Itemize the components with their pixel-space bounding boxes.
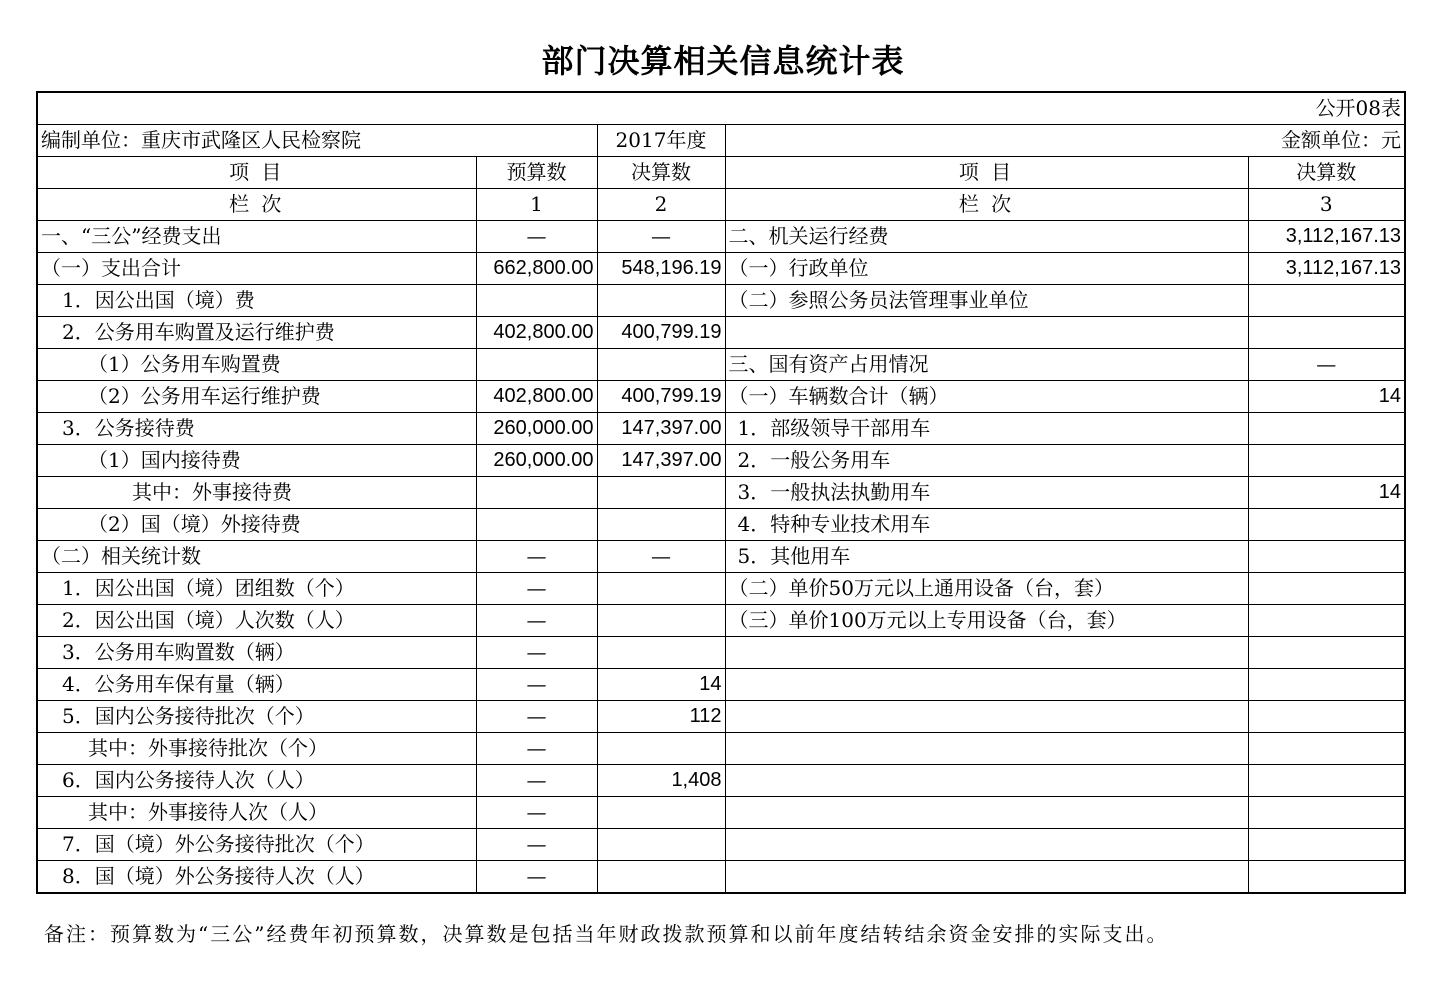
right-final-value bbox=[1248, 573, 1405, 605]
right-item-label bbox=[725, 829, 1248, 861]
right-final-value bbox=[1248, 829, 1405, 861]
left-item-label: （2）国（境）外接待费 bbox=[37, 509, 476, 541]
left-item-label: 8．国（境）外公务接待人次（人） bbox=[37, 861, 476, 894]
header-budget: 预算数 bbox=[476, 157, 597, 189]
right-final-value bbox=[1248, 637, 1405, 669]
statistics-table bbox=[36, 91, 1406, 894]
table-row bbox=[37, 477, 1405, 509]
left-item-label: （1）公务用车购置费 bbox=[37, 349, 476, 381]
header-final: 决算数 bbox=[597, 157, 725, 189]
left-item-label: 其中：外事接待费 bbox=[37, 477, 476, 509]
table-row bbox=[37, 765, 1405, 797]
right-final-value bbox=[1248, 285, 1405, 317]
budget-value bbox=[476, 285, 597, 317]
unit-label: 编制单位：重庆市武隆区人民检察院 bbox=[37, 125, 597, 157]
budget-value: 402,800.00 bbox=[476, 381, 597, 413]
final-value: — bbox=[597, 221, 725, 253]
budget-value: — bbox=[476, 573, 597, 605]
budget-value: 260,000.00 bbox=[476, 445, 597, 477]
right-item-label bbox=[725, 637, 1248, 669]
col-index-2: 2 bbox=[597, 189, 725, 221]
final-value: 112 bbox=[597, 701, 725, 733]
left-item-label: 1．因公出国（境）团组数（个） bbox=[37, 573, 476, 605]
final-value bbox=[597, 573, 725, 605]
final-value: 400,799.19 bbox=[597, 317, 725, 349]
table-row bbox=[37, 861, 1405, 894]
final-value bbox=[597, 477, 725, 509]
left-item-label: 2．因公出国（境）人次数（人） bbox=[37, 605, 476, 637]
header-left-item: 项 目 bbox=[37, 157, 476, 189]
right-final-value: 14 bbox=[1248, 477, 1405, 509]
left-item-label: 2．公务用车购置及运行维护费 bbox=[37, 317, 476, 349]
col-index-3: 3 bbox=[1248, 189, 1405, 221]
right-final-value bbox=[1248, 765, 1405, 797]
left-item-label: 3．公务用车购置数（辆） bbox=[37, 637, 476, 669]
table-row bbox=[37, 733, 1405, 765]
right-item-label: 三、国有资产占用情况 bbox=[725, 349, 1248, 381]
year-label: 2017年度 bbox=[597, 125, 725, 157]
amount-unit-label: 金额单位：元 bbox=[725, 125, 1405, 157]
left-item-label: 其中：外事接待人次（人） bbox=[37, 797, 476, 829]
right-final-value bbox=[1248, 669, 1405, 701]
final-value bbox=[597, 733, 725, 765]
budget-value: — bbox=[476, 861, 597, 894]
right-item-label bbox=[725, 861, 1248, 894]
right-item-label: 5．其他用车 bbox=[725, 541, 1248, 573]
budget-value: — bbox=[476, 733, 597, 765]
budget-value: — bbox=[476, 669, 597, 701]
right-item-label: （一）行政单位 bbox=[725, 253, 1248, 285]
right-final-value: 14 bbox=[1248, 381, 1405, 413]
right-item-label bbox=[725, 669, 1248, 701]
right-final-value bbox=[1248, 701, 1405, 733]
right-item-label: 二、机关运行经费 bbox=[725, 221, 1248, 253]
table-row bbox=[37, 829, 1405, 861]
table-row bbox=[37, 605, 1405, 637]
budget-value: — bbox=[476, 765, 597, 797]
form-number-row bbox=[37, 92, 1405, 125]
right-item-label: 4．特种专业技术用车 bbox=[725, 509, 1248, 541]
final-value: 147,397.00 bbox=[597, 413, 725, 445]
final-value: 1,408 bbox=[597, 765, 725, 797]
table-row bbox=[37, 285, 1405, 317]
left-item-label: 一、“三公”经费支出 bbox=[37, 221, 476, 253]
budget-value: — bbox=[476, 221, 597, 253]
final-value bbox=[597, 637, 725, 669]
table-row bbox=[37, 445, 1405, 477]
right-item-label: （二）单价50万元以上通用设备（台，套） bbox=[725, 573, 1248, 605]
budget-value: — bbox=[476, 605, 597, 637]
right-final-value bbox=[1248, 413, 1405, 445]
right-final-value: 3,112,167.13 bbox=[1248, 221, 1405, 253]
left-item-label: 5．国内公务接待批次（个） bbox=[37, 701, 476, 733]
table-row bbox=[37, 381, 1405, 413]
right-final-value bbox=[1248, 541, 1405, 573]
left-item-label: （一）支出合计 bbox=[37, 253, 476, 285]
final-value: 548,196.19 bbox=[597, 253, 725, 285]
right-final-value bbox=[1248, 797, 1405, 829]
table-row bbox=[37, 573, 1405, 605]
budget-value: — bbox=[476, 797, 597, 829]
budget-value: — bbox=[476, 637, 597, 669]
right-item-label: （一）车辆数合计（辆） bbox=[725, 381, 1248, 413]
right-item-label: 2．一般公务用车 bbox=[725, 445, 1248, 477]
right-final-value bbox=[1248, 317, 1405, 349]
final-value: 147,397.00 bbox=[597, 445, 725, 477]
col-label-right: 栏 次 bbox=[725, 189, 1248, 221]
column-index-row bbox=[37, 189, 1405, 221]
left-item-label: 6．国内公务接待人次（人） bbox=[37, 765, 476, 797]
table-row bbox=[37, 797, 1405, 829]
final-value bbox=[597, 285, 725, 317]
table-row bbox=[37, 701, 1405, 733]
final-value: 400,799.19 bbox=[597, 381, 725, 413]
table-row bbox=[37, 253, 1405, 285]
right-item-label bbox=[725, 317, 1248, 349]
budget-value bbox=[476, 509, 597, 541]
right-final-value: — bbox=[1248, 349, 1405, 381]
final-value: 14 bbox=[597, 669, 725, 701]
table-row bbox=[37, 541, 1405, 573]
header-row bbox=[37, 157, 1405, 189]
page-title: 部门决算相关信息统计表 bbox=[541, 42, 905, 80]
budget-value bbox=[476, 349, 597, 381]
table-row bbox=[37, 509, 1405, 541]
header-right-item: 项 目 bbox=[725, 157, 1248, 189]
right-final-value bbox=[1248, 605, 1405, 637]
right-final-value bbox=[1248, 445, 1405, 477]
right-item-label bbox=[725, 797, 1248, 829]
budget-value: — bbox=[476, 829, 597, 861]
left-item-label: 7．国（境）外公务接待批次（个） bbox=[37, 829, 476, 861]
right-item-label: 1．部级领导干部用车 bbox=[725, 413, 1248, 445]
right-item-label: （二）参照公务员法管理事业单位 bbox=[725, 285, 1248, 317]
right-final-value bbox=[1248, 733, 1405, 765]
header-right-final: 决算数 bbox=[1248, 157, 1405, 189]
budget-value: — bbox=[476, 541, 597, 573]
right-item-label bbox=[725, 765, 1248, 797]
table-row bbox=[37, 669, 1405, 701]
col-index-1: 1 bbox=[476, 189, 597, 221]
final-value bbox=[597, 829, 725, 861]
left-item-label: 3．公务接待费 bbox=[37, 413, 476, 445]
final-value bbox=[597, 349, 725, 381]
col-label-left: 栏 次 bbox=[37, 189, 476, 221]
form-number: 公开08表 bbox=[37, 92, 1405, 125]
table-row bbox=[37, 221, 1405, 253]
right-final-value bbox=[1248, 861, 1405, 894]
budget-value: 662,800.00 bbox=[476, 253, 597, 285]
right-final-value bbox=[1248, 509, 1405, 541]
table-row bbox=[37, 317, 1405, 349]
right-item-label bbox=[725, 701, 1248, 733]
left-item-label: 4．公务用车保有量（辆） bbox=[37, 669, 476, 701]
final-value bbox=[597, 509, 725, 541]
left-item-label: （二）相关统计数 bbox=[37, 541, 476, 573]
left-item-label: 1．因公出国（境）费 bbox=[37, 285, 476, 317]
budget-value: 260,000.00 bbox=[476, 413, 597, 445]
budget-value bbox=[476, 477, 597, 509]
final-value bbox=[597, 605, 725, 637]
left-item-label: （1）国内接待费 bbox=[37, 445, 476, 477]
budget-value: — bbox=[476, 701, 597, 733]
right-item-label: （三）单价100万元以上专用设备（台，套） bbox=[725, 605, 1248, 637]
right-item-label bbox=[725, 733, 1248, 765]
final-value: — bbox=[597, 541, 725, 573]
footnote: 备注：预算数为“三公”经费年初预算数，决算数是包括当年财政拨款预算和以前年度结转结余资金安排的实际支出。 bbox=[44, 922, 1169, 946]
final-value bbox=[597, 797, 725, 829]
left-item-label: （2）公务用车运行维护费 bbox=[37, 381, 476, 413]
budget-value: 402,800.00 bbox=[476, 317, 597, 349]
table-row bbox=[37, 637, 1405, 669]
unit-row bbox=[37, 125, 1405, 157]
left-item-label: 其中：外事接待批次（个） bbox=[37, 733, 476, 765]
right-final-value: 3,112,167.13 bbox=[1248, 253, 1405, 285]
table-row bbox=[37, 349, 1405, 381]
table-row bbox=[37, 413, 1405, 445]
right-item-label: 3．一般执法执勤用车 bbox=[725, 477, 1248, 509]
final-value bbox=[597, 861, 725, 894]
